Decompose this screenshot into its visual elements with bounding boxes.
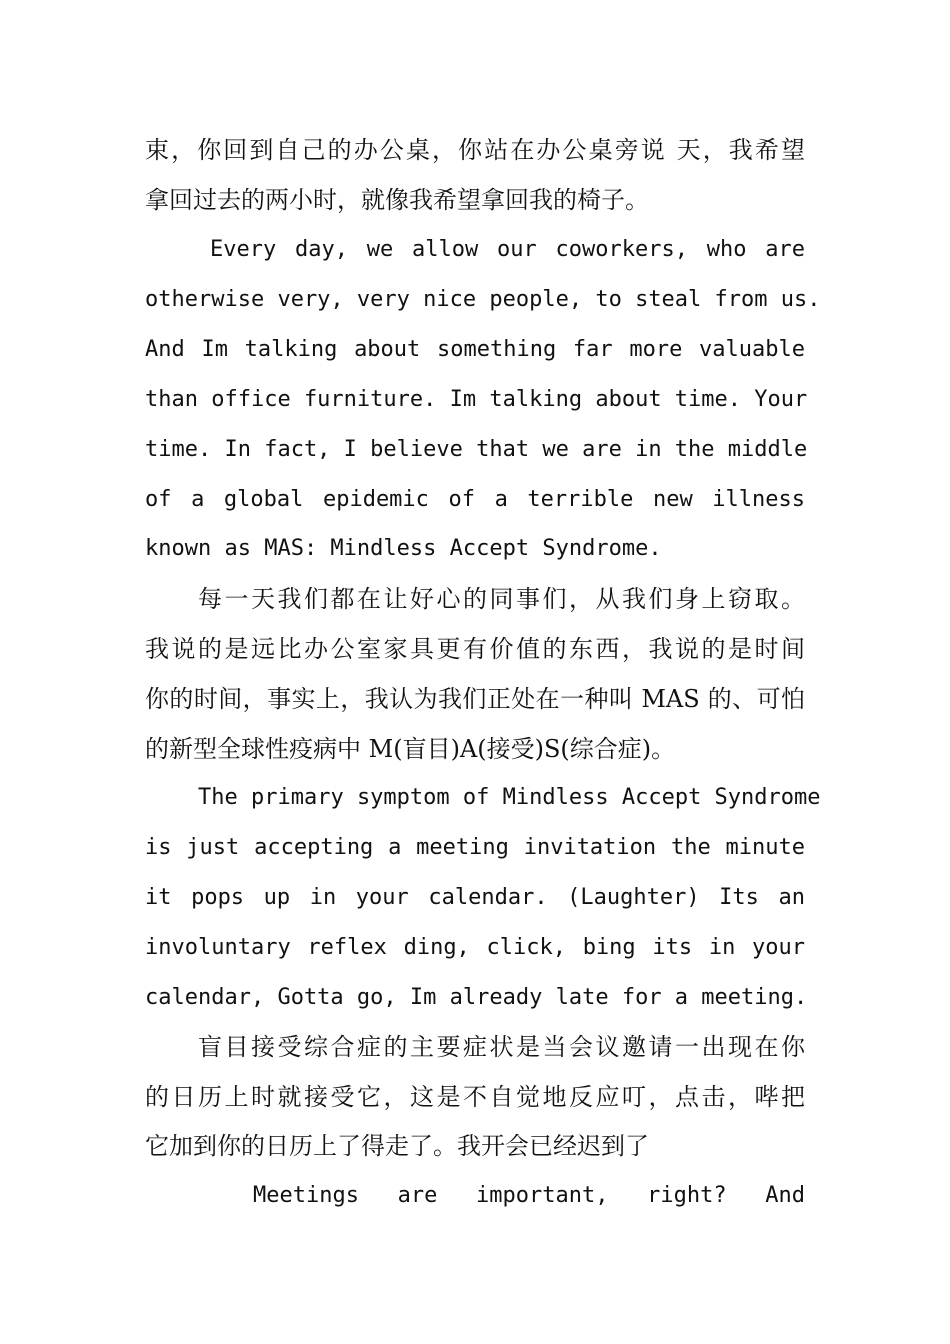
text-line: 的新型全球性疫病中 M(盲目)A(接受)S(综合症)。 (145, 735, 676, 763)
text-line: time. In fact, I believe that we are in the middle (145, 437, 808, 462)
text-line: Meetings are important, right? And (253, 1183, 805, 1208)
text-line: it pops up in your calendar. (Laughter) Its an (145, 885, 805, 910)
text-line: is just accepting a meeting invitation the minute (145, 835, 805, 860)
text-line: than office furniture. Im talking about time. Your (145, 387, 808, 412)
text-line: 你的时间，事实上，我认为我们正处在一种叫 MAS 的、可怕 (145, 685, 805, 713)
text-line: 它加到你的日历上了得走了。我开会已经迟到了 (145, 1132, 649, 1160)
text-line: 拿回过去的两小时，就像我希望拿回我的椅子。 (145, 186, 649, 214)
text-line: 的日历上时就接受它，这是不自觉地反应叮，点击，哔把 (145, 1083, 805, 1111)
text-line: known as MAS: Mindless Accept Syndrome. (145, 536, 662, 561)
text-line: 每一天我们都在让好心的同事们，从我们身上窃取。 (198, 585, 805, 613)
text-line: 我说的是远比办公室家具更有价值的东西，我说的是时间 (145, 635, 805, 663)
text-line: 盲目接受综合症的主要症状是当会议邀请一出现在你 (198, 1033, 805, 1061)
text-line: of a global epidemic of a terrible new illness (145, 487, 805, 512)
text-line: 束，你回到自己的办公桌，你站在办公桌旁说 天，我希望 (145, 136, 805, 164)
text-line: The primary symptom of Mindless Accept Syndrome (198, 785, 821, 810)
text-line: calendar, Gotta go, Im already late for a meeting. (145, 985, 808, 1010)
text-line: And Im talking about something far more valuable (145, 337, 805, 362)
text-line: involuntary reflex ding, click, bing its in your (145, 935, 805, 960)
text-line: Every day, we allow our coworkers, who are (210, 237, 805, 262)
text-line: otherwise very, very nice people, to steal from us. (145, 287, 821, 312)
